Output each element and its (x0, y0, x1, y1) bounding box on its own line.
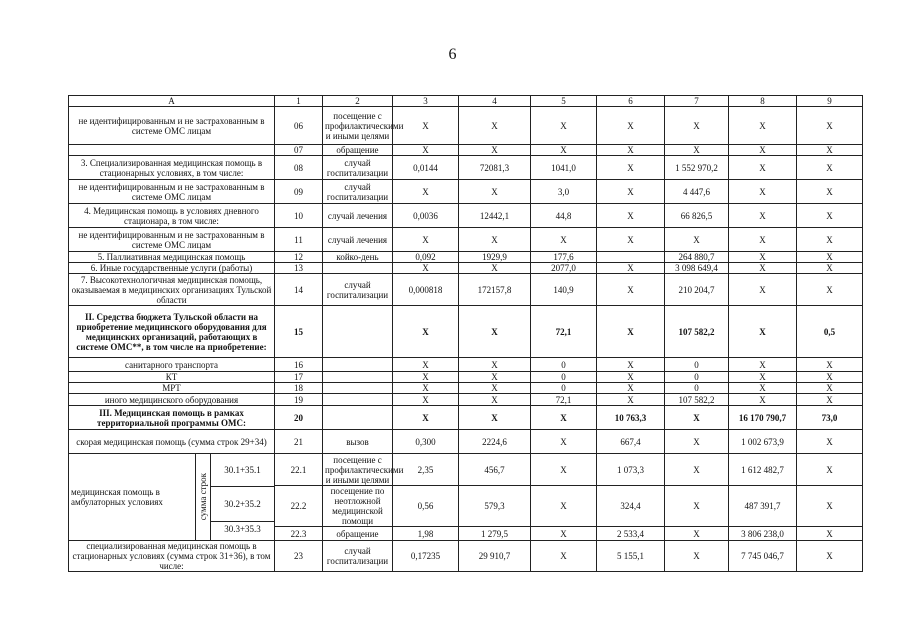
value-cell: X (393, 406, 459, 430)
value-cell: X (797, 372, 863, 383)
row-unit: посещение по неотложной медицинской помощи (323, 486, 393, 527)
value-cell: 0,17235 (393, 541, 459, 572)
header-cell: A (69, 96, 275, 107)
value-cell: 0 (665, 372, 729, 383)
value-cell: X (459, 145, 531, 156)
row-name: 6. Иные государственные услуги (работы) (69, 263, 275, 274)
value-cell: 140,9 (531, 274, 597, 306)
value-cell: X (597, 383, 665, 394)
value-cell: 12442,1 (459, 204, 531, 228)
value-cell: X (665, 527, 729, 541)
header-row (69, 96, 863, 107)
value-cell: X (665, 430, 729, 454)
row-unit: случай госпитализации (323, 156, 393, 180)
value-cell: X (597, 228, 665, 252)
table-row (69, 394, 863, 406)
table-row (69, 358, 863, 372)
row-name: иного медицинского оборудования (69, 394, 275, 406)
value-cell: X (459, 383, 531, 394)
table-row (69, 541, 863, 572)
value-cell: X (597, 145, 665, 156)
value-cell: X (797, 383, 863, 394)
value-cell: X (459, 180, 531, 204)
header-cell: 6 (597, 96, 665, 107)
row-unit: посещение с профилактическими и иными целями (323, 454, 393, 486)
row-name: не идентифицированным и не застрахованным в системе ОМС лицам (69, 180, 275, 204)
row-code: 22.1 (275, 454, 323, 486)
value-cell: 2077,0 (531, 263, 597, 274)
ambulatory-ref: 30.1+35.1 (211, 454, 274, 487)
value-cell: 210 204,7 (665, 274, 729, 306)
value-cell: 3 806 238,0 (729, 527, 797, 541)
value-cell: X (531, 541, 597, 572)
row-unit (323, 406, 393, 430)
table-row (69, 145, 863, 156)
row-unit: койко-день (323, 252, 393, 263)
row-unit: посещение с профилактическими и иными целями (323, 107, 393, 145)
value-cell: X (531, 406, 597, 430)
table-row (69, 430, 863, 454)
ambulatory-ref: 30.3+35.3 (224, 524, 261, 534)
table-row (69, 454, 863, 486)
value-cell: 72081,3 (459, 156, 531, 180)
value-cell: 1041,0 (531, 156, 597, 180)
value-cell: X (665, 228, 729, 252)
value-cell: X (797, 394, 863, 406)
row-unit: случай лечения (323, 228, 393, 252)
table-row (69, 180, 863, 204)
row-unit: обращение (323, 145, 393, 156)
value-cell: X (729, 274, 797, 306)
table-row (69, 228, 863, 252)
value-cell: X (797, 486, 863, 527)
value-cell: X (797, 107, 863, 145)
row-code: 20 (275, 406, 323, 430)
value-cell: X (597, 274, 665, 306)
header-cell: 1 (275, 96, 323, 107)
value-cell: X (797, 204, 863, 228)
value-cell: 2,35 (393, 454, 459, 486)
value-cell: 1929,9 (459, 252, 531, 263)
value-cell: X (729, 252, 797, 263)
value-cell: 1 552 970,2 (665, 156, 729, 180)
row-unit (323, 372, 393, 383)
value-cell: X (597, 263, 665, 274)
row-code: 11 (275, 228, 323, 252)
value-cell: X (459, 394, 531, 406)
header-cell: 4 (459, 96, 531, 107)
value-cell: 487 391,7 (729, 486, 797, 527)
value-cell: X (597, 107, 665, 145)
value-cell: X (459, 406, 531, 430)
row-code: 07 (275, 145, 323, 156)
value-cell: 72,1 (531, 306, 597, 358)
ambulatory-vertical-label: сумма строк (196, 454, 211, 540)
value-cell: X (797, 252, 863, 263)
value-cell: 4 447,6 (665, 180, 729, 204)
value-cell: 7 745 046,7 (729, 541, 797, 572)
value-cell: X (797, 430, 863, 454)
value-cell: 172157,8 (459, 274, 531, 306)
value-cell: 0 (531, 372, 597, 383)
row-name: санитарного транспорта (69, 358, 275, 372)
value-cell: X (531, 486, 597, 527)
value-cell: X (797, 156, 863, 180)
value-cell: 456,7 (459, 454, 531, 486)
value-cell: X (393, 107, 459, 145)
value-cell: 0,0144 (393, 156, 459, 180)
value-cell: X (797, 263, 863, 274)
value-cell: 0 (665, 358, 729, 372)
value-cell: X (393, 145, 459, 156)
row-name: МРТ (69, 383, 275, 394)
ambulatory-name: медицинская помощь в амбулаторных условиях (69, 454, 196, 540)
row-code: 09 (275, 180, 323, 204)
value-cell: X (597, 180, 665, 204)
value-cell: 107 582,2 (665, 306, 729, 358)
header-cell: 8 (729, 96, 797, 107)
value-cell: X (797, 541, 863, 572)
row-name: КТ (69, 372, 275, 383)
value-cell: X (729, 180, 797, 204)
value-cell: 44,8 (531, 204, 597, 228)
row-unit: случай госпитализации (323, 180, 393, 204)
row-unit (323, 394, 393, 406)
row-name: специализированная медицинская помощь в стационарных условиях (сумма строк 31+36), в том числе: (69, 541, 275, 572)
value-cell: X (665, 107, 729, 145)
value-cell: 264 880,7 (665, 252, 729, 263)
value-cell: 0,000818 (393, 274, 459, 306)
value-cell: X (797, 180, 863, 204)
value-cell: X (729, 383, 797, 394)
row-code: 19 (275, 394, 323, 406)
row-name: 7. Высокотехнологичная медицинская помощь, оказываемая в медицинских организациях Тульской области (69, 274, 275, 306)
value-cell: X (531, 107, 597, 145)
value-cell: X (665, 541, 729, 572)
value-cell: 1 279,5 (459, 527, 531, 541)
table-row (69, 204, 863, 228)
value-cell: X (597, 394, 665, 406)
row-name: 3. Специализированная медицинская помощь в стационарных условиях, в том числе: (69, 156, 275, 180)
table-row (69, 372, 863, 383)
value-cell: X (665, 486, 729, 527)
row-code: 13 (275, 263, 323, 274)
header-cell: 7 (665, 96, 729, 107)
value-cell: X (531, 145, 597, 156)
value-cell: 2224,6 (459, 430, 531, 454)
ambulatory-ref: 30.2+35.2 (211, 487, 274, 522)
value-cell: 0 (531, 358, 597, 372)
value-cell: X (797, 145, 863, 156)
value-cell: 0,56 (393, 486, 459, 527)
row-code: 14 (275, 274, 323, 306)
row-name: не идентифицированным и не застрахованным в системе ОМС лицам (69, 228, 275, 252)
value-cell: X (665, 406, 729, 430)
value-cell: X (729, 306, 797, 358)
value-cell: X (797, 274, 863, 306)
header-cell: 9 (797, 96, 863, 107)
value-cell: 1 002 673,9 (729, 430, 797, 454)
row-unit: случай госпитализации (323, 274, 393, 306)
row-unit (323, 263, 393, 274)
row-code: 12 (275, 252, 323, 263)
value-cell: X (797, 454, 863, 486)
value-cell: 0,092 (393, 252, 459, 263)
value-cell: 0,5 (797, 306, 863, 358)
ambulatory-name-cell (69, 454, 275, 541)
value-cell: X (459, 358, 531, 372)
header-cell: 2 (323, 96, 393, 107)
row-name: II. Средства бюджета Тульской области на приобретение медицинского оборудования для медицинских организаций, работающих в системе ОМС**, в том числе на приобретение: (69, 306, 275, 358)
ambulatory-ref-list (211, 454, 274, 540)
value-cell: 0 (665, 383, 729, 394)
table-row (69, 406, 863, 430)
value-cell: 73,0 (797, 406, 863, 430)
row-code: 15 (275, 306, 323, 358)
value-cell: X (459, 306, 531, 358)
row-code: 16 (275, 358, 323, 372)
value-cell: X (729, 107, 797, 145)
value-cell: 0,300 (393, 430, 459, 454)
row-code: 23 (275, 541, 323, 572)
table-row (69, 306, 863, 358)
value-cell: 177,6 (531, 252, 597, 263)
row-unit (323, 358, 393, 372)
row-name: 5. Паллиативная медицинская помощь (69, 252, 275, 263)
table-row (69, 252, 863, 263)
value-cell: X (597, 358, 665, 372)
value-cell: 66 826,5 (665, 204, 729, 228)
value-cell: X (729, 145, 797, 156)
header-cell: 3 (393, 96, 459, 107)
value-cell: X (665, 454, 729, 486)
table-row (69, 383, 863, 394)
value-cell: 2 533,4 (597, 527, 665, 541)
row-unit (323, 306, 393, 358)
value-cell: X (597, 306, 665, 358)
value-cell: X (459, 107, 531, 145)
value-cell: 72,1 (531, 394, 597, 406)
value-cell: 16 170 790,7 (729, 406, 797, 430)
value-cell (597, 252, 665, 263)
row-unit: обращение (323, 527, 393, 541)
value-cell: X (797, 228, 863, 252)
value-cell: 324,4 (597, 486, 665, 527)
value-cell: X (729, 372, 797, 383)
row-name (69, 145, 275, 156)
value-cell: 1 612 482,7 (729, 454, 797, 486)
row-name: III. Медицинская помощь в рамках территориальной программы ОМС: (69, 406, 275, 430)
value-cell: 5 155,1 (597, 541, 665, 572)
row-code: 17 (275, 372, 323, 383)
row-name: не идентифицированным и не застрахованным в системе ОМС лицам (69, 107, 275, 145)
value-cell: 29 910,7 (459, 541, 531, 572)
value-cell: 107 582,2 (665, 394, 729, 406)
row-unit: вызов (323, 430, 393, 454)
value-cell: X (531, 228, 597, 252)
value-cell: X (393, 263, 459, 274)
row-code: 22.2 (275, 486, 323, 527)
row-code: 08 (275, 156, 323, 180)
financing-table (68, 95, 863, 572)
value-cell: 10 763,3 (597, 406, 665, 430)
value-cell: X (393, 394, 459, 406)
table-row (69, 107, 863, 145)
value-cell: 0 (531, 383, 597, 394)
value-cell: 1,98 (393, 527, 459, 541)
value-cell: X (729, 263, 797, 274)
page-number: 6 (448, 46, 457, 63)
table-row (69, 274, 863, 306)
value-cell: X (597, 204, 665, 228)
value-cell: 3,0 (531, 180, 597, 204)
value-cell: X (729, 156, 797, 180)
row-unit: случай госпитализации (323, 541, 393, 572)
value-cell: X (597, 372, 665, 383)
value-cell: X (459, 263, 531, 274)
value-cell: 579,3 (459, 486, 531, 527)
value-cell: X (393, 228, 459, 252)
header-cell: 5 (531, 96, 597, 107)
value-cell: X (393, 372, 459, 383)
value-cell: X (393, 358, 459, 372)
value-cell: X (531, 454, 597, 486)
value-cell: X (459, 228, 531, 252)
table-row (69, 156, 863, 180)
value-cell: X (393, 306, 459, 358)
value-cell: X (531, 527, 597, 541)
value-cell: X (729, 358, 797, 372)
row-code: 10 (275, 204, 323, 228)
value-cell: 0,0036 (393, 204, 459, 228)
row-name: скорая медицинская помощь (сумма строк 29+34) (69, 430, 275, 454)
value-cell: X (597, 156, 665, 180)
value-cell: X (797, 358, 863, 372)
row-code: 22.3 (275, 527, 323, 541)
value-cell: X (729, 228, 797, 252)
row-code: 18 (275, 383, 323, 394)
row-unit: случай лечения (323, 204, 393, 228)
value-cell: X (393, 180, 459, 204)
value-cell: X (729, 394, 797, 406)
value-cell: X (729, 204, 797, 228)
row-unit (323, 383, 393, 394)
value-cell: X (665, 145, 729, 156)
value-cell: X (393, 383, 459, 394)
value-cell: X (459, 372, 531, 383)
value-cell: X (797, 527, 863, 541)
value-cell: 667,4 (597, 430, 665, 454)
row-code: 06 (275, 107, 323, 145)
value-cell: X (531, 430, 597, 454)
value-cell: 3 098 649,4 (665, 263, 729, 274)
row-code: 21 (275, 430, 323, 454)
row-name: 4. Медицинская помощь в условиях дневного стационара, в том числе: (69, 204, 275, 228)
table-row (69, 263, 863, 274)
value-cell: 1 073,3 (597, 454, 665, 486)
